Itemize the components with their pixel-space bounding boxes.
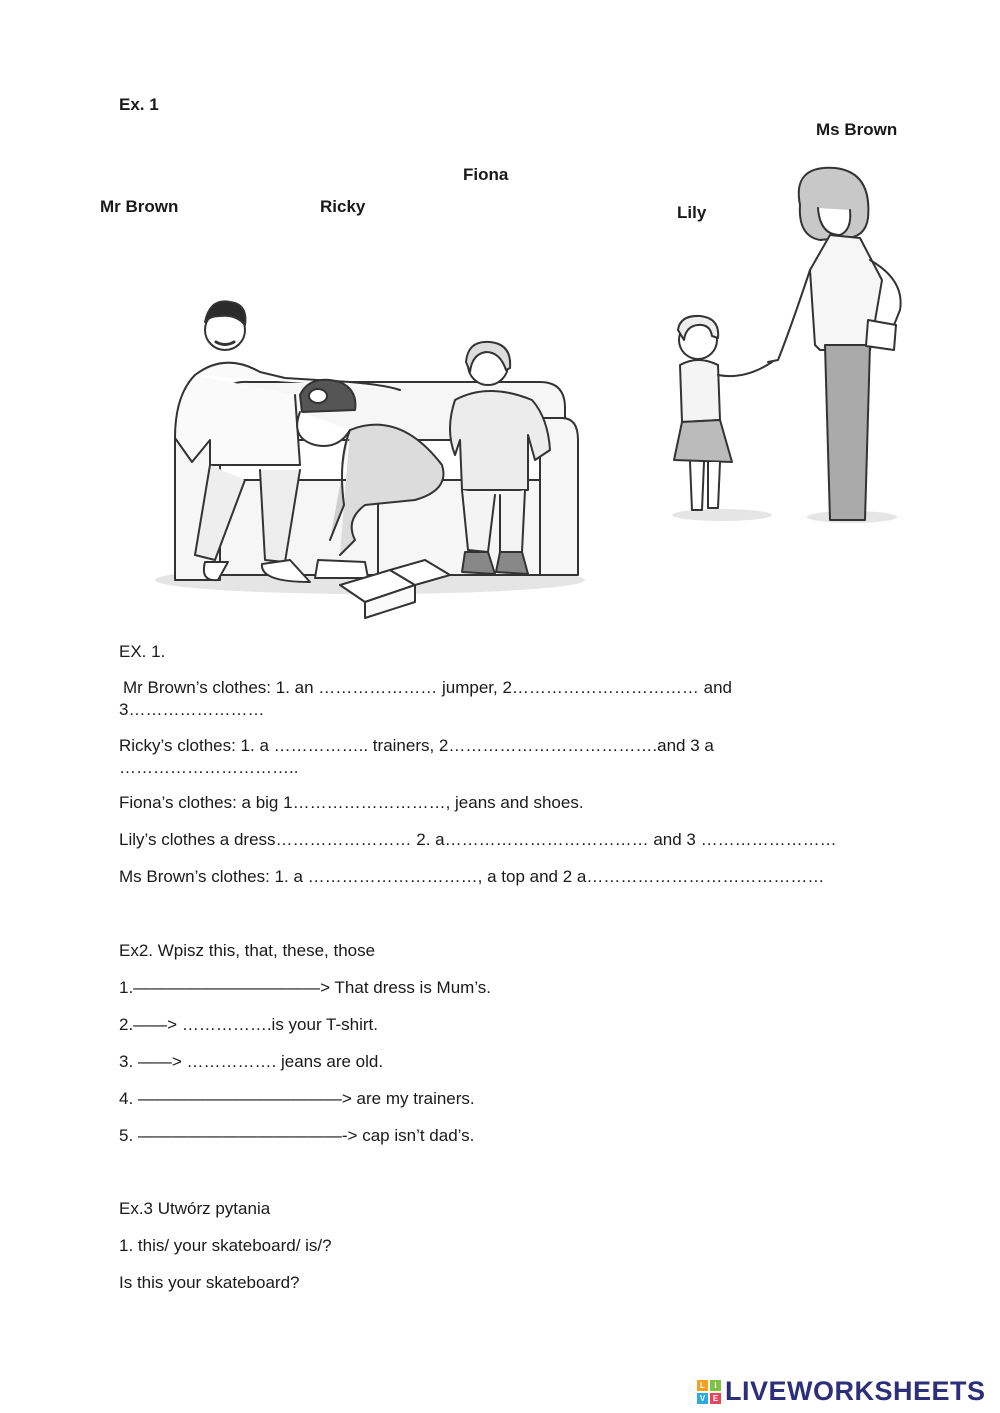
ex2-item-5: 5. ————————————-> cap isn’t dad’s. [119, 1126, 475, 1145]
logo-mark-l: L [697, 1380, 708, 1391]
family-sofa-illustration [150, 290, 590, 620]
ex2-item-4: 4. ————————————> are my trainers. [119, 1089, 475, 1108]
logo-mark-v: V [697, 1393, 708, 1404]
ex1-fiona-line: Fiona’s clothes: a big 1………………………, jeans and shoes. [119, 793, 584, 812]
ex2-item-3: 3. ——> ……………. jeans are old. [119, 1052, 384, 1071]
label-lily: Lily [677, 203, 707, 222]
logo-mark-i: I [710, 1380, 721, 1391]
brand-name: LIVEWORKSHEETS [725, 1376, 986, 1406]
ex2-heading: Ex2. Wpisz this, that, these, those [119, 941, 376, 960]
ex1-mr-brown-line1: Mr Brown’s clothes: 1. an ………………… jumper, 2…………………………… and [123, 678, 733, 697]
label-mr-brown: Mr Brown [100, 197, 179, 216]
liveworksheets-logo[interactable] [697, 1376, 986, 1407]
ex2-item-2: 2.——> …………….is your T-shirt. [119, 1015, 378, 1034]
ex2-item-1: 1.———————————> That dress is Mum’s. [119, 978, 492, 997]
ex1-heading: EX. 1. [119, 642, 166, 661]
ex1-ms-brown-line: Ms Brown’s clothes: 1. a …………………………, a top and 2 a…………………………………… [119, 867, 825, 886]
mother-daughter-illustration [660, 160, 920, 530]
logo-mark-icon [697, 1380, 721, 1404]
label-fiona: Fiona [463, 165, 509, 184]
ex1-ricky-line2: ………………………….. [119, 758, 299, 777]
ex1-mr-brown-line2: 3…………………… [119, 700, 265, 719]
ex3-answer-1: Is this your skateboard? [119, 1273, 300, 1292]
ex1-title: Ex. 1 [119, 95, 159, 114]
ex1-ricky-line1: Ricky’s clothes: 1. a …………….. trainers, 2……………………………….and 3 a [119, 736, 714, 755]
logo-mark-e: E [710, 1393, 721, 1404]
ex3-heading: Ex.3 Utwórz pytania [119, 1199, 271, 1218]
label-ms-brown: Ms Brown [816, 120, 898, 139]
ex1-lily-line: Lily’s clothes a dress…………………… 2. a……………………………… and 3 …………………… [119, 830, 837, 849]
label-ricky: Ricky [320, 197, 366, 216]
ex3-item-1: 1. this/ your skateboard/ is/? [119, 1236, 332, 1255]
